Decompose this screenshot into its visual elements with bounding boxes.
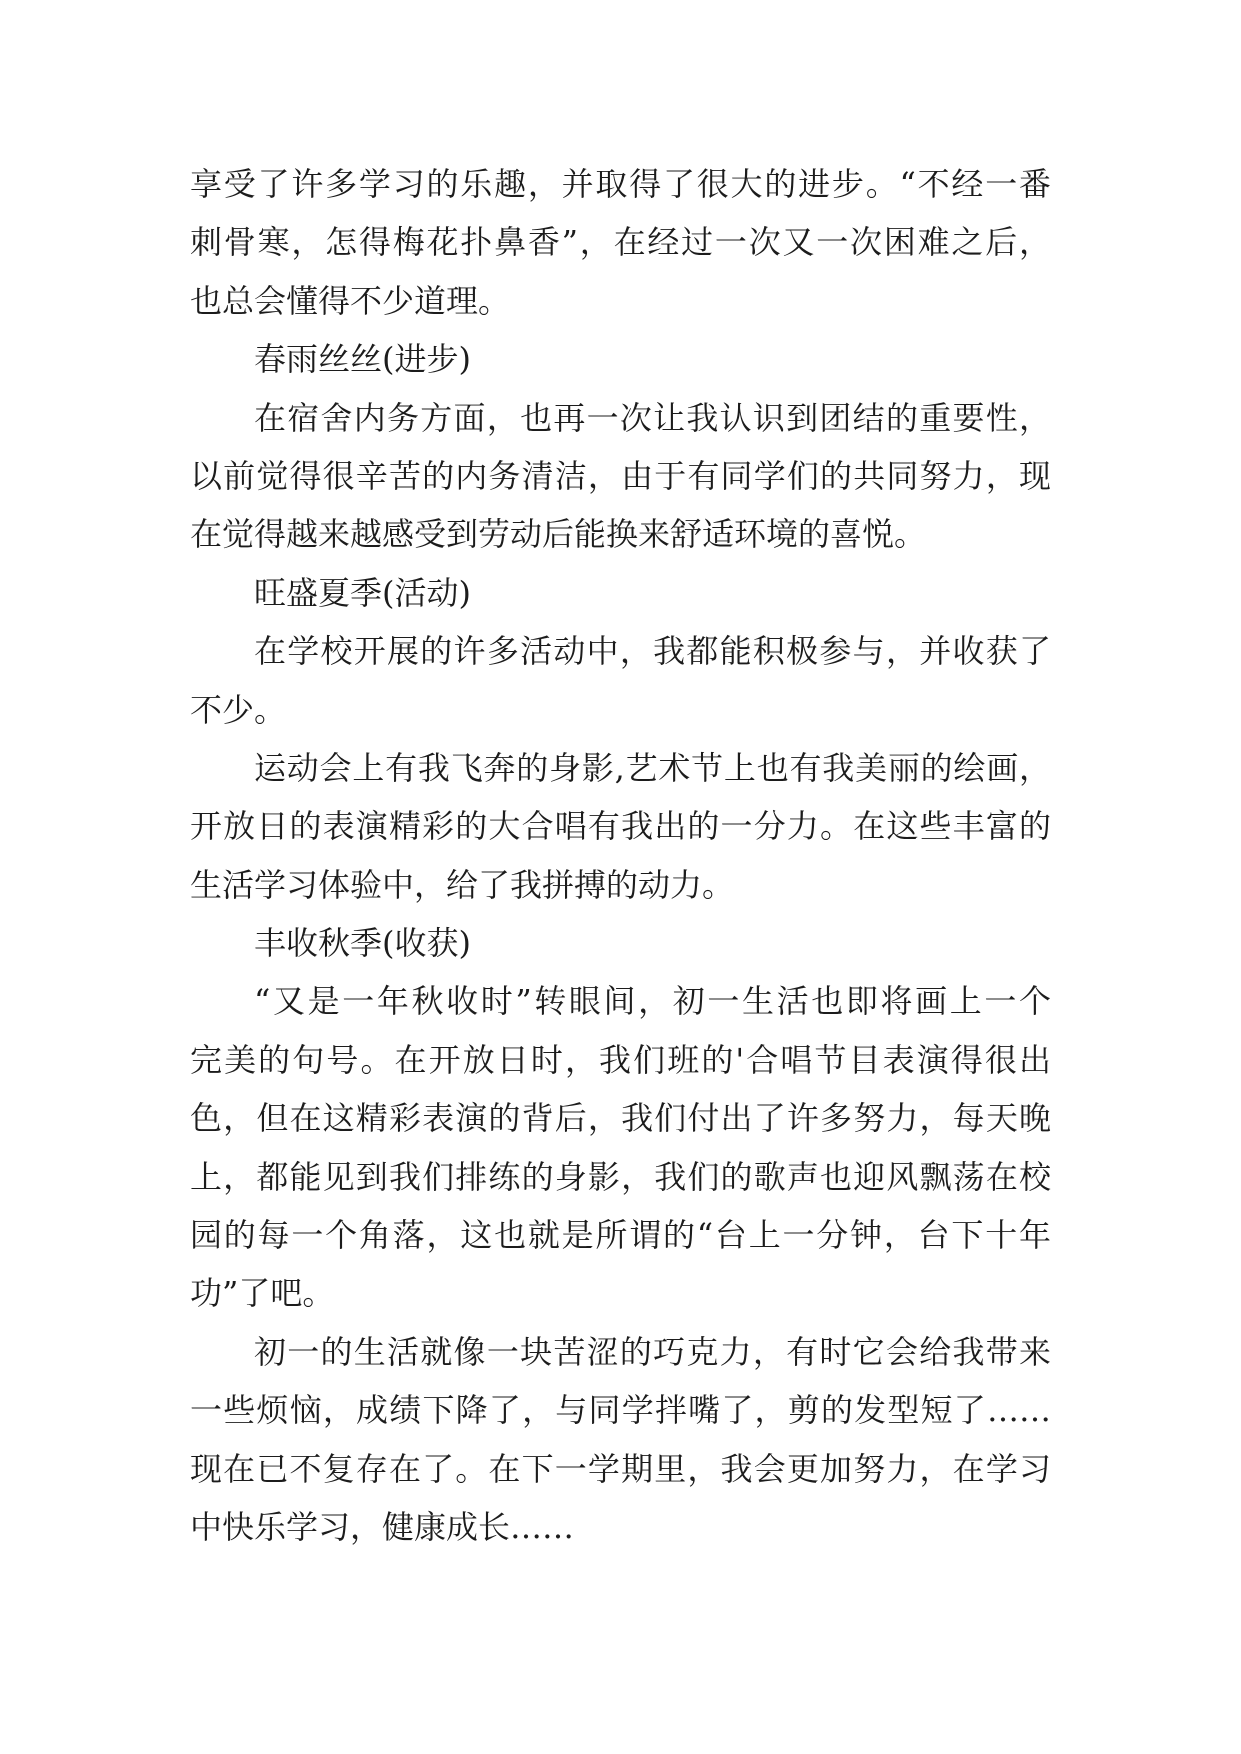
text-line: 在宿舍内务方面，也再一次让我认识到团结的重要性， [254,398,1051,437]
text-line: 现在已不复存在了。在下一学期里，我会更加努力，在学习 [190,1449,1051,1488]
section-heading: 丰收秋季(收获) [254,924,471,963]
text-line: 也总会懂得不少道理。 [190,281,511,320]
document-body [190,155,1051,1556]
text-line: 上，都能见到我们排练的身影，我们的歌声也迎风飘荡在校 [190,1157,1051,1196]
text-line: 刺骨寒，怎得梅花扑鼻香”，在经过一次又一次困难之后， [190,223,1051,262]
section-heading: 旺盛夏季(活动) [254,573,471,612]
text-line: 一些烦恼，成绩下降了，与同学拌嘴了，剪的发型短了…… [190,1391,1051,1430]
text-line: 中快乐学习，健康成长…… [190,1507,575,1546]
paragraph-dormitory [190,389,1051,564]
text-line: 完美的句号。在开放日时，我们班的'合唱节目表演得很出 [190,1040,1051,1079]
text-line: 园的每一个角落，这也就是所谓的“台上一分钟，台下十年 [190,1216,1051,1255]
section-heading: 春雨丝丝(进步) [254,340,471,379]
text-line: 在学校开展的许多活动中，我都能积极参与，并收获了 [254,632,1051,671]
section-heading-spring [190,330,1051,388]
text-line: 功”了吧。 [190,1274,335,1313]
section-heading-summer [190,564,1051,622]
text-line: 初一的生活就像一块苦涩的巧克力，有时它会给我带来 [254,1332,1051,1371]
text-line: 享受了许多学习的乐趣，并取得了很大的进步。“不经一番 [190,165,1051,203]
text-line: 色，但在这精彩表演的背后，我们付出了许多努力，每天晚 [190,1099,1051,1138]
text-line: 不少。 [190,690,287,729]
paragraph-harvest [190,972,1051,1322]
text-line: 运动会上有我飞奔的身影,艺术节上也有我美丽的绘画， [254,748,1051,787]
section-heading-autumn [190,914,1051,972]
paragraph-activities [190,622,1051,739]
text-line: 开放日的表演精彩的大合唱有我出的一分力。在这些丰富的 [190,807,1051,846]
text-line: 以前觉得很辛苦的内务清洁，由于有同学们的共同努力，现 [190,456,1051,495]
text-line: 在觉得越来越感受到劳动后能换来舒适环境的喜悦。 [190,515,927,554]
text-line: “又是一年秋收时”转眼间，初一生活也即将画上一个 [254,982,1051,1021]
paragraph-continuation [190,155,1051,330]
paragraph-sports [190,739,1051,914]
text-line: 生活学习体验中，给了我拼搏的动力。 [190,865,735,904]
paragraph-conclusion [190,1323,1051,1557]
